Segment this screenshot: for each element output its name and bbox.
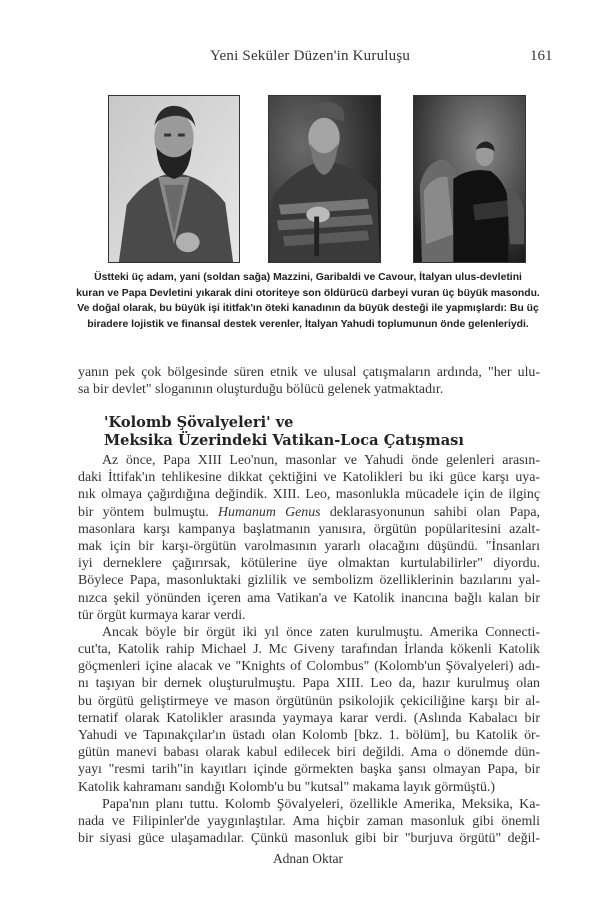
text-line: sa bir devlet" sloganının oluşturduğu bölücü gelenek yatmaktadır. — [78, 382, 444, 398]
caption-line: kuran ve Papa Devletini yıkarak dini otoriteye son öldürücü darbeyi vuran üç büyük masondu. — [76, 287, 540, 299]
text-line: ternatif olarak Katolikler arasında yaymaya karar verdi. (Aslında Kabalacı bir — [78, 710, 540, 726]
text-line: iyi derneklere çağırırsak, kötülerine üye olmaktan kurtulabilirler" diyordu. — [78, 556, 540, 572]
section-heading-line-1: 'Kolomb Şövalyeleri' ve — [104, 414, 294, 431]
portrait-mazzini — [108, 95, 240, 263]
text-line: Yahudi ve Tapınakçılar'ın üstadı olan Kolomb [bkz. 1. bölüm], bu Katolik ör- — [78, 728, 540, 743]
text-line: Katolik kahramanı sandığı Kolomb'u bu "kutsal" makama layık görmüştü.) — [78, 779, 495, 795]
text-line: nı taşıyan bir dernek oluşturulmuştu. Papa XIII. Leo da, hazır kurulmuş olan — [78, 676, 540, 692]
text-line: bir siyasi güce ulaşamadılar. Çünkü masonluk gibi bir "burjuva örgütü" değil- — [78, 831, 540, 847]
text-line: Az önce, Papa XIII Leo'nun, masonlar ve Yahudi önde gelenleri arasın- — [102, 453, 540, 468]
portrait-cavour — [413, 95, 526, 263]
caption-line: biradere lojistik ve finansal destek verenler, İtalyan Yahudi toplumunun önde gelenleriydi. — [87, 318, 529, 330]
text-fragment: deklarasyonunun sahibi olan Papa, — [320, 504, 540, 520]
text-line: göçmenleri içine alacak ve "Knights of Colombus" (Kolomb'un Şövalyeleri) adı- — [78, 659, 540, 675]
text-line: yayı "resmi tarih"in kayıtları içinde görmekten başka şansı olmayan Papa, bir — [78, 762, 540, 778]
main-body — [78, 452, 540, 847]
intro-paragraph — [78, 364, 540, 398]
caption-line: Ve doğal olarak, bu büyük işi ititfak'ın öteki kanadının da büyük desteği ile yapmışlardı: Bu üç — [77, 303, 539, 314]
text-line: masonlara karşı kampanya başlatmanın yanısıra, örgütün popülaritesini azalt- — [78, 521, 540, 537]
text-line: Papa'nın planı tuttu. Kolomb Şövalyeleri, özellikle Amerika, Meksika, Ka- — [102, 796, 540, 812]
running-title: Yeni Seküler Düzen'in Kuruluşu — [210, 48, 411, 64]
text-line: daki İttifak'ın tehlikesine dikkat çektiğini ve Katolikleri bu iki güce karşı uya- — [78, 470, 540, 486]
text-line: bu örgütü geliştirmeye ve mason örgütünün psikolojik çekiciliğine karşı bir al- — [78, 693, 540, 709]
text-line: cut'ta, Katolik rahip Michael J. Mc Giveny tarafından İrlanda kökenli Katolik — [78, 642, 540, 658]
text-line: mak için bir karşı-örgütün varolmasının yararlı olacağını düşündü. "İnsanları — [78, 538, 540, 554]
text-line — [78, 504, 540, 521]
text-line: yanın pek çok bölgesinde süren etnik ve ulusal çatışmaların ardında, "her ulu- — [78, 365, 540, 380]
text-line: tür örgüt kurmaya karar verdi. — [78, 607, 246, 623]
text-fragment: bir yöntem bulmuştu. — [78, 504, 218, 520]
text-line: Ancak böyle bir örgüt iki yıl önce zaten kurulmuştu. Amerika Connecti- — [102, 624, 540, 640]
figure-caption — [70, 270, 546, 332]
caption-line: Üstteki üç adam, yani (soldan sağa) Mazzini, Garibaldi ve Cavour, İtalyan ulus-devletini — [94, 272, 522, 283]
page-header — [0, 48, 616, 72]
text-line: nada ve Filipinler'de yaygınlaştılar. Ama hiçbir zaman masonluk gibi önemli — [78, 813, 540, 829]
footer-author: Adnan Oktar — [272, 851, 344, 866]
portrait-garibaldi — [268, 95, 381, 263]
section-heading — [104, 414, 464, 450]
section-heading-line-2: Meksika Üzerindeki Vatikan-Loca Çatışması — [104, 432, 464, 449]
page-footer — [0, 851, 616, 867]
text-line: Böylece Papa, masonluktaki gizlilik ve sembolizm özelliklerinin bazılarını yal- — [78, 573, 540, 589]
text-line: gütün manevi babası olarak kabul edilecek biri değildi. Ama o dönemde dün- — [78, 745, 540, 761]
page-number: 161 — [530, 48, 553, 64]
text-line: nık olmaya çağırdığına değindik. XIII. Leo, masonlukla mücadele için de ilginç — [78, 487, 540, 503]
italic-term: Humanum Genus — [217, 504, 321, 520]
text-line: nızca şekil yönünden içeren ama Vatikan'a ve Katolik inancına bağlı kalan bir — [78, 590, 540, 606]
